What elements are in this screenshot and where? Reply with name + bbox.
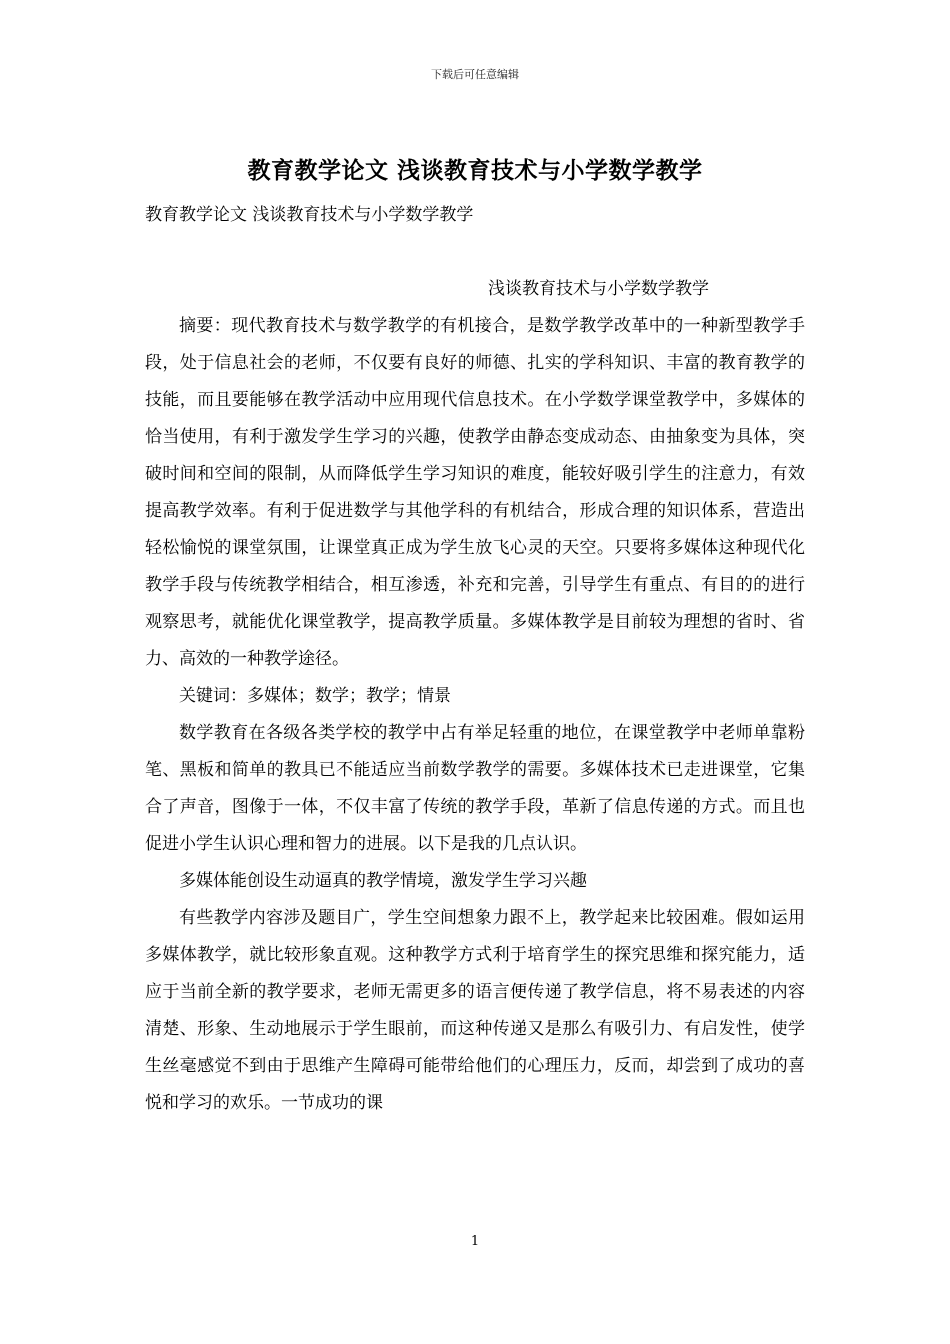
page-number: 1 xyxy=(470,1234,480,1249)
header-note: 下载后可任意编辑 xyxy=(431,68,519,81)
section-heading: 多媒体能创设生动逼真的教学情境，激发学生学习兴趣 xyxy=(179,871,587,891)
document-title: 教育教学论文 浅谈教育技术与小学数学教学 xyxy=(247,157,703,184)
document-body xyxy=(145,308,805,1122)
article-heading: 浅谈教育技术与小学数学教学 xyxy=(488,279,709,299)
abstract-paragraph: 摘要：现代教育技术与数学教学的有机接合，是数学教学改革中的一种新型教学手段，处于信息社会的老师，不仅要有良好的师德、扎实的学科知识、丰富的教育教学的技能，而且要能够在教学活动中应用现代信息技术。在小学数学课堂教学中，多媒体的恰当使用，有利于激发学生学习的兴趣，使教学由静态变成动态、由抽象变为具体，突破时间和空间的限制，从而降低学生学习知识的难度，能较好吸引学生的注意力，有效提高教学效率。有利于促进数学与其他学科的有机结合，形成合理的知识体系，营造出轻松愉悦的课堂氛围，让课堂真正成为学生放飞心灵的天空。只要将多媒体这种现代化教学手段与传统教学相结合，相互渗透，补充和完善，引导学生有重点、有目的的进行观察思考，就能优化课堂教学，提高教学质量。多媒体教学是目前较为理想的省时、省力、高效的一种教学途径。 xyxy=(145,316,805,669)
body-paragraph: 数学教育在各级各类学校的教学中占有举足轻重的地位，在课堂教学中老师单靠粉笔、黑板和简单的教具已不能适应当前数学教学的需要。多媒体技术已走进课堂，它集合了声音，图像于一体，不仅丰富了传统的教学手段，革新了信息传递的方式。而且也促进小学生认识心理和智力的进展。以下是我的几点认识。 xyxy=(145,723,805,854)
body-paragraph: 有些教学内容涉及题目广，学生空间想象力跟不上，教学起来比较困难。假如运用多媒体教学，就比较形象直观。这种教学方式利于培育学生的探究思维和探究能力，适应于当前全新的教学要求，老师无需更多的语言便传递了教学信息，将不易表述的内容清楚、形象、生动地展示于学生眼前，而这种传递又是那么有吸引力、有启发性，使学生丝毫感觉不到由于思维产生障碍可能带给他们的心理压力，反而，却尝到了成功的喜悦和学习的欢乐。一节成功的课 xyxy=(145,908,805,1113)
document-subtitle: 教育教学论文 浅谈教育技术与小学数学教学 xyxy=(145,205,474,225)
keywords-paragraph: 关键词：多媒体；数学；教学；情景 xyxy=(179,686,451,706)
